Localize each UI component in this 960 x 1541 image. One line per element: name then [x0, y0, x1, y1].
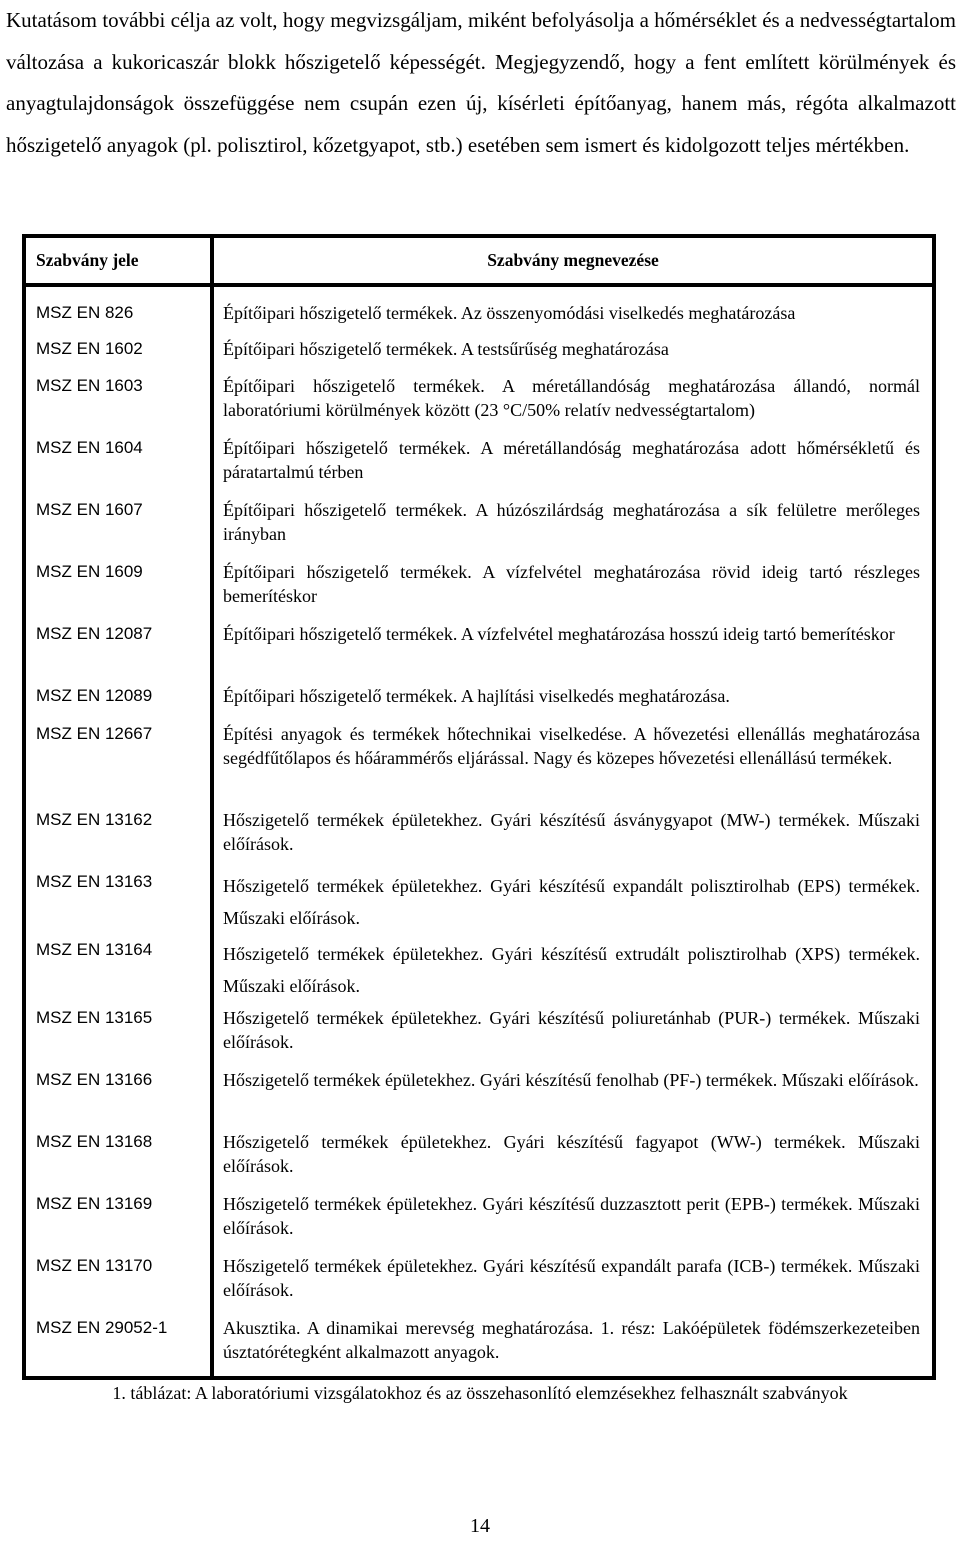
table-row — [24, 436, 934, 498]
standard-code: MSZ EN 13162 — [24, 808, 212, 870]
standard-code: MSZ EN 13165 — [24, 1006, 212, 1068]
standard-code: MSZ EN 13166 — [24, 1068, 212, 1130]
standard-name: Hőszigetelő termékek épületekhez. Gyári készítésű expandált polisztirolhab (EPS) termékek. Műszaki előírások. — [223, 876, 920, 928]
table-row — [24, 808, 934, 870]
table-caption: 1. táblázat: A laboratóriumi vizsgálatokhoz és az összehasonlító elemzésekhez felhasznált szabványok — [112, 1383, 848, 1403]
table-row — [24, 1192, 934, 1254]
table-row — [24, 1254, 934, 1316]
page-number: 14 — [470, 1515, 490, 1537]
standard-name: Építőipari hőszigetelő termékek. Az összenyomódási viselkedés meghatározása — [223, 303, 796, 323]
standard-code: MSZ EN 13168 — [24, 1130, 212, 1192]
table-row — [24, 622, 934, 684]
standard-code: MSZ EN 12087 — [24, 622, 212, 684]
standard-code: MSZ EN 1603 — [24, 374, 212, 436]
standard-name: Építési anyagok és termékek hőtechnikai viselkedése. A hővezetési ellenállás meghatározása segédfűtőlapos és hőárammérős eljárással. Nagy és közepes hővezetési ellenállású termékek. — [223, 724, 920, 768]
standard-code: MSZ EN 29052-1 — [24, 1316, 212, 1378]
standard-name: Hőszigetelő termékek épületekhez. Gyári készítésű poliuretánhab (PUR-) termékek. Műszaki előírások. — [223, 1008, 920, 1052]
standard-code: MSZ EN 1607 — [24, 498, 212, 560]
table-row — [24, 1130, 934, 1192]
standard-name: Építőipari hőszigetelő termékek. A méretállandóság meghatározása adott hőmérsékletű és páratartalmú térben — [223, 438, 920, 482]
standard-name: Hőszigetelő termékek épületekhez. Gyári készítésű fenolhab (PF-) termékek. Műszaki előírások. — [223, 1070, 919, 1090]
table-row — [24, 870, 934, 938]
standard-name: Hőszigetelő termékek épületekhez. Gyári készítésű ásványgyapot (MW-) termékek. Műszaki előírások. — [223, 810, 920, 854]
table-row — [24, 938, 934, 1006]
intro-paragraph: Kutatásom további célja az volt, hogy megvizsgáljam, miként befolyásolja a hőmérséklet és a nedvességtartalom változása a kukoricaszár blokk hőszigetelő képességét. Megjegyzendő, hogy a fent említett körülmények és anyagtulajdonságok összefüggése nem csupán ezen új, kísérleti építőanyag, hanem más, régóta alkalmazott hőszigetelő anyagok (pl. polisztirol, kőzetgyapot, stb.) esetében sem ismert és kidolgozott teljes mértékben. — [6, 8, 956, 157]
standard-code: MSZ EN 13163 — [24, 870, 212, 938]
standard-code: MSZ EN 13164 — [24, 938, 212, 1006]
table-row — [24, 560, 934, 622]
standard-code: MSZ EN 13169 — [24, 1192, 212, 1254]
standard-name: Hőszigetelő termékek épületekhez. Gyári készítésű extrudált polisztirolhab (XPS) termékek. Műszaki előírások. — [223, 944, 920, 996]
table-header-row — [24, 236, 934, 285]
standard-name: Hőszigetelő termékek épületekhez. Gyári készítésű fagyapot (WW-) termékek. Műszaki előírások. — [223, 1132, 920, 1176]
standard-name: Akusztika. A dinamikai merevség meghatározása. 1. rész: Lakóépületek födémszerkezeteiben úsztatórétegként alkalmazott anyagok. — [223, 1318, 920, 1362]
standard-code: MSZ EN 1604 — [24, 436, 212, 498]
standard-name: Építőipari hőszigetelő termékek. A méretállandóság meghatározása állandó, normál laboratóriumi körülmények között (23 °C/50% relatív nedvességtartalom) — [223, 376, 920, 420]
table-row — [24, 1006, 934, 1068]
column-header-name: Szabvány megnevezése — [212, 236, 934, 285]
table-row — [24, 285, 934, 337]
standard-code: MSZ EN 13170 — [24, 1254, 212, 1316]
standard-code: MSZ EN 826 — [24, 285, 212, 337]
standard-code: MSZ EN 12667 — [24, 722, 212, 808]
standard-name: Építőipari hőszigetelő termékek. A testsűrűség meghatározása — [223, 339, 669, 359]
table-row — [24, 374, 934, 436]
standards-table — [22, 234, 936, 1380]
standard-code: MSZ EN 1602 — [24, 337, 212, 374]
standard-name: Építőipari hőszigetelő termékek. A vízfelvétel meghatározása hosszú ideig tartó bemerítéskor — [223, 624, 895, 644]
table-row — [24, 1316, 934, 1378]
standard-code: MSZ EN 1609 — [24, 560, 212, 622]
standard-name: Építőipari hőszigetelő termékek. A húzószilárdság meghatározása a sík felületre merőleges irányban — [223, 500, 920, 544]
table-row — [24, 498, 934, 560]
table-row — [24, 722, 934, 808]
standard-name: Hőszigetelő termékek épületekhez. Gyári készítésű expandált parafa (ICB-) termékek. Műszaki előírások. — [223, 1256, 920, 1300]
standard-name: Építőipari hőszigetelő termékek. A vízfelvétel meghatározása rövid ideig tartó részleges bemerítéskor — [223, 562, 920, 606]
standard-name: Hőszigetelő termékek épületekhez. Gyári készítésű duzzasztott perit (EPB-) termékek. Műszaki előírások. — [223, 1194, 920, 1238]
standard-code: MSZ EN 12089 — [24, 684, 212, 722]
column-header-code: Szabvány jele — [24, 236, 212, 285]
table-row — [24, 337, 934, 374]
table-row — [24, 1068, 934, 1130]
table-row — [24, 684, 934, 722]
standard-name: Építőipari hőszigetelő termékek. A hajlítási viselkedés meghatározása. — [223, 686, 730, 706]
